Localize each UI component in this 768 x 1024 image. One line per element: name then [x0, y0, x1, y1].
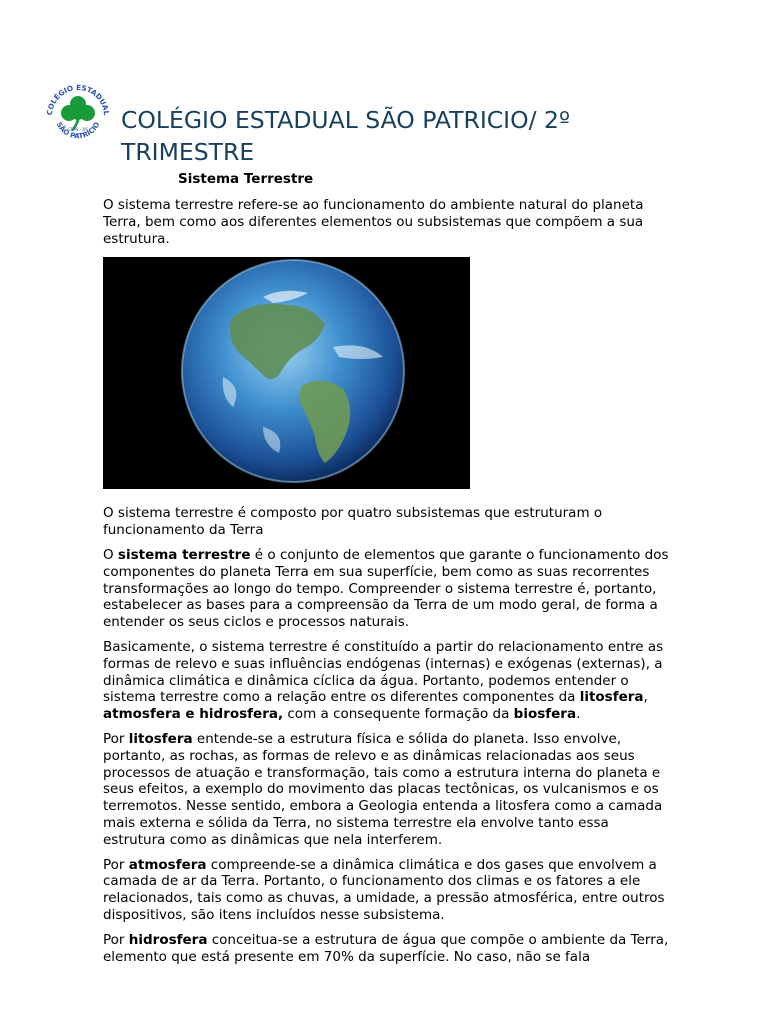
shamrock-icon — [61, 96, 95, 131]
paragraph-hidrosfera: Por hidrosfera conceitua-se a estrutura de água que compõe o ambiente da Terra, elemento que está presente em 70% da superfície. No caso, não se fala — [103, 931, 669, 965]
section-heading: Sistema Terrestre — [178, 171, 314, 187]
paragraph-litosfera: Por litosfera entende-se a estrutura física e sólida do planeta. Isso envolve, portanto, as rochas, as formas de relevo e as dinâmicas relacionadas aos seus processos de atuação e transformação, tais como a estrutura interna do planeta e seus efeitos, a exemplo do movimento das placas tectônicas, os vulcanismos e os terremotos. Nesse sentido, embora a Geologia entenda a litosfera como a camada mais externa e sólida da Terra, no sistema terrestre ela envolve tanto essa estrutura como as dinâmicas que nela interferem. — [103, 730, 663, 848]
paragraph-subsystems: O sistema terrestre é composto por quatro subsistemas que estruturam o funcionamento da Terra — [103, 505, 603, 539]
paragraph-intro: O sistema terrestre refere-se ao funcionamento do ambiente natural do planeta Terra, bem como aos diferentes elementos ou subsistemas que compõem a sua estrutura. — [103, 197, 644, 247]
logo-text-small: CEPS - RS — [68, 127, 88, 132]
document-body — [103, 197, 673, 973]
school-logo — [44, 82, 112, 150]
page-title: COLÉGIO ESTADUAL SÃO PATRICIO/ 2º TRIMESTRE — [121, 106, 571, 166]
paragraph-atmosfera: Por atmosfera compreende-se a dinâmica climática e dos gases que envolvem a camada de ar da Terra. Portanto, o funcionamento dos climas e os fatores a ele relacionados, tais como as chuvas, a umidade, a pressão atmosférica, entre outros dispositivos, são itens incluídos nesse subsistema. — [103, 856, 665, 923]
logo-text-top: COLÉGIO ESTADUAL — [44, 82, 112, 116]
paragraph-definition: O sistema terrestre é o conjunto de elementos que garante o funcionamento dos componentes do planeta Terra em sua superfície, bem como as suas recorrentes transformações ao longo do tempo. Compreender o sistema terrestre é, portanto, estabelecer as bases para a compreensão da Terra de um modo geral, de forma a entender os seus ciclos e processos naturais. — [103, 546, 669, 631]
earth-image — [103, 257, 470, 489]
globe-icon — [182, 260, 404, 482]
logo-text-bottom: SÃO PATRICIO — [54, 120, 102, 141]
paragraph-composition: Basicamente, o sistema terrestre é constituído a partir do relacionamento entre as formas de relevo e suas influências endógenas (internas) e exógenas (externas), a dinâmica climática e dinâmica cíclica da água. Portanto, podemos entender o sistema terrestre como a relação entre os diferentes componentes da litosfera, atmosfera e hidrosfera, com a consequente formação da biosfera. — [103, 638, 664, 723]
